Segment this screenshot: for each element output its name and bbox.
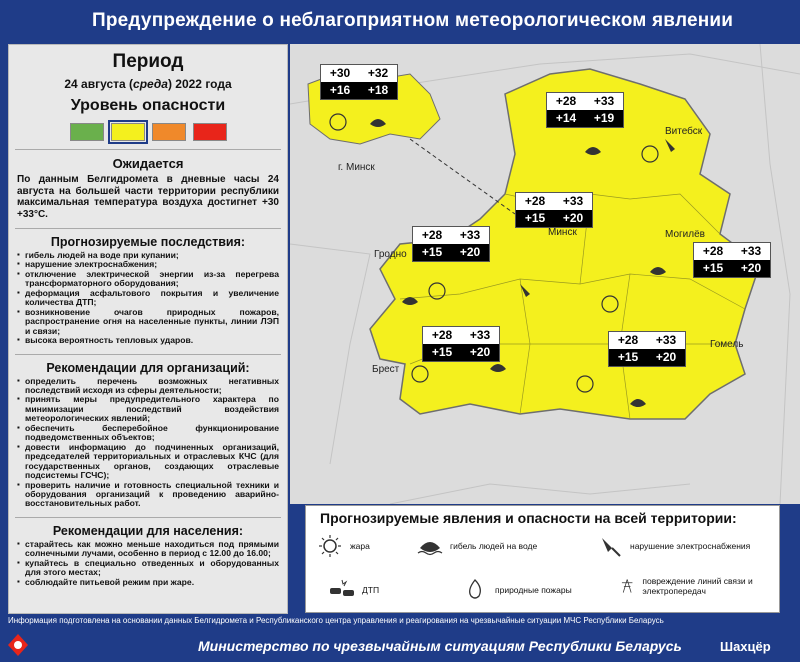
expected-text: По данным Белгидромета в дневные часы 24 августа на большей части территории республики максимальная температура воздуха достигнет +30 +33°С.: [17, 174, 279, 220]
footer-bar: [0, 630, 800, 662]
divider: [15, 149, 281, 150]
consequences-title: Прогнозируемые последствия:: [50, 235, 246, 249]
list-item: ▪ довести информацию до подчиненных организаций, председателей территориальных и отраслевых КЧС (для государственных органов, создающих отраслевые подсистемы ГСЧС);: [17, 443, 279, 481]
divider: [15, 228, 281, 229]
list-item: ▪ обеспечить бесперебойное функционирование подведомственных объектов;: [17, 424, 279, 443]
list-item: ▪ гибель людей на воде при купании;: [17, 251, 279, 260]
list-item: ▪ проверить наличие и готовность специальной техники и оборудования организаций к проведению аварийно-восстановительных работ.: [17, 481, 279, 509]
org-recs-title: Рекомендации для организаций:: [46, 360, 250, 375]
city-label-mogilev: Могилёв: [665, 229, 705, 240]
org-recs-list: [9, 375, 287, 509]
expected-title: Ожидается: [112, 156, 184, 171]
brand-logo: Шахцёр: [720, 639, 771, 654]
legend-item-fires: природные пожары: [461, 578, 572, 602]
car-crash-icon: [328, 578, 356, 602]
forecast-box-grodno: +28 +33 +15 +20: [412, 226, 490, 262]
forecast-box-gomel: +28 +33 +15 +20: [608, 331, 686, 367]
power-line-icon: [618, 574, 636, 598]
list-item: ▪ деформация асфальтового покрытия и увеличение количества ДТП;: [17, 289, 279, 308]
list-item: ▪ возникновение очагов природных пожаров, распространение огня на населенные пункты, линии ЛЭП и связи;: [17, 308, 279, 336]
sun-icon: [316, 534, 344, 558]
list-item: ▪ соблюдайте питьевой режим при жаре.: [17, 578, 279, 587]
level-green: [70, 123, 104, 141]
region-map: [290, 44, 800, 504]
list-item: ▪ определить перечень возможных негативных последствий исходя из сферы деятельности;: [17, 377, 279, 396]
period-date: 24 августа (среда) 2022 года: [64, 77, 232, 91]
danger-level-title: Уровень опасности: [70, 97, 226, 114]
ministry-name: Министерство по чрезвычайным ситуациям Республики Беларусь: [198, 638, 682, 654]
legend-item-power: нарушение электроснабжения: [596, 534, 750, 558]
list-item: ▪ отключение электрической энергии из-за перегрева трансформаторного оборудования;: [17, 270, 279, 289]
header-bar: [0, 0, 800, 44]
info-panel: [8, 44, 288, 614]
page-title: Предупреждение о неблагоприятном метеорологическом явлении: [92, 10, 734, 31]
consequences-list: [9, 249, 287, 346]
city-label-vitebsk: Витебск: [665, 126, 703, 137]
drowning-icon: [416, 534, 444, 558]
city-label-brest: Брест: [372, 364, 400, 375]
city-label-minsk-inset: г. Минск: [338, 162, 375, 173]
period-title: Период: [112, 51, 184, 72]
list-item: ▪ купайтесь в специально отведенных и оборудованных для этого местах;: [17, 559, 279, 578]
level-orange: [152, 123, 186, 141]
legend-title: Прогнозируемые явления и опасности на всей территории:: [320, 510, 737, 526]
legend-item-heat: жара: [316, 534, 370, 558]
level-red: [193, 123, 227, 141]
list-item: ▪ принять меры предупредительного характера по минимизации последствий воздействия метеорологических явлений;: [17, 395, 279, 423]
forecast-box-vitebsk: +28 +33 +14 +19: [546, 92, 624, 128]
level-yellow: [111, 123, 145, 141]
emblem-icon: [6, 633, 30, 657]
list-item: ▪ нарушение электроснабжения;: [17, 260, 279, 269]
forecast-box-minsk: +28 +33 +15 +20: [515, 192, 593, 228]
source-note: Информация подготовлена на основании данных Белгидромета и Республиканского центра управления и реагирования на чрезвычайные ситуации МЧС Республики Беларусь: [8, 616, 664, 625]
list-item: ▪ высока вероятность тепловых ударов.: [17, 336, 279, 345]
divider: [15, 354, 281, 355]
forecast-box-brest: +28 +33 +15 +20: [422, 326, 500, 362]
legend-item-drowning: гибель людей на воде: [416, 534, 537, 558]
legend-item-lines: повреждение линий связи и электропередач: [618, 574, 758, 598]
forecast-box-minsk-city: +30 +32 +16 +18: [320, 64, 398, 100]
legend-panel: [305, 505, 780, 613]
divider: [15, 517, 281, 518]
city-label-minsk: Минск: [548, 227, 577, 238]
plug-icon: [596, 534, 624, 558]
pop-recs-list: [9, 538, 287, 587]
city-label-grodno: Гродно: [374, 249, 407, 260]
city-label-gomel: Гомель: [710, 339, 744, 350]
pop-recs-title: Рекомендации для населения:: [52, 523, 244, 538]
legend-item-accidents: ДТП: [328, 578, 379, 602]
fire-icon: [461, 578, 489, 602]
list-item: ▪ старайтесь как можно меньше находиться под прямыми солнечными лучами, особенно в период с 12.00 до 16.00;: [17, 540, 279, 559]
forecast-box-mogilev: +28 +33 +15 +20: [693, 242, 771, 278]
danger-level-scale: [9, 123, 287, 141]
